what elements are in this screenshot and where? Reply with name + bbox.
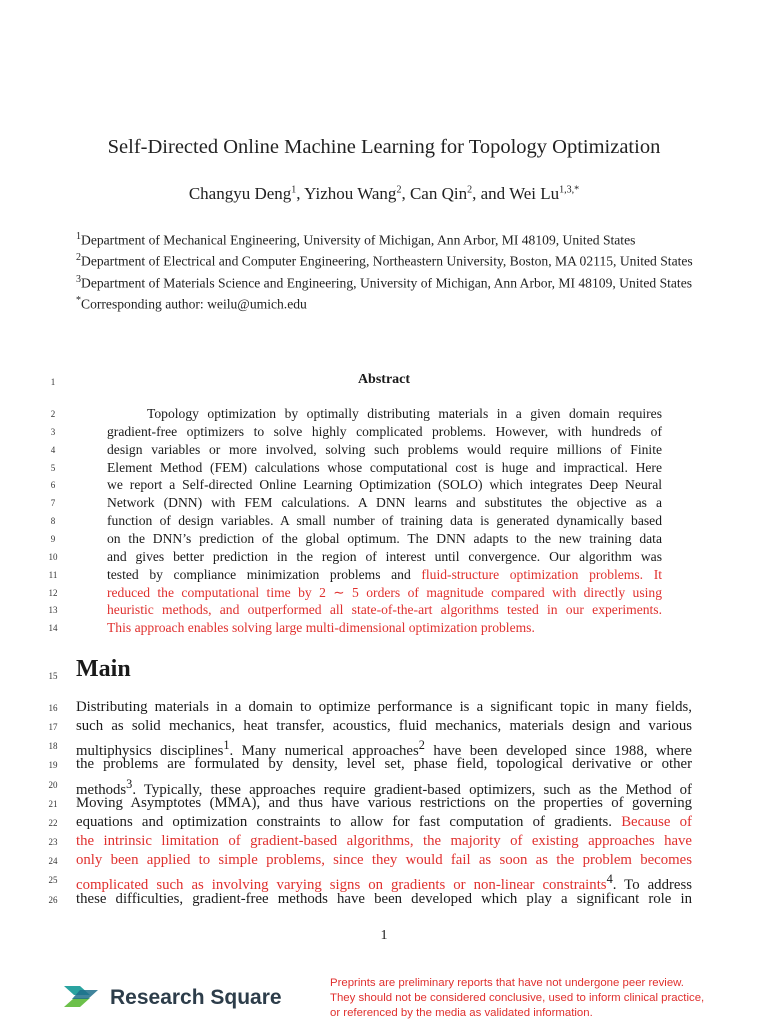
abstract-text: design variables or more involved, solving such problems would require millions of Finite [107,441,662,457]
body-text-highlighted: Because of [621,813,692,830]
page-number: 1 [380,928,388,943]
abstract-text-highlighted: heuristic methods, and outperformed all state-of-the-art algorithms tested in our experiments. [107,602,662,618]
citation-marker: 1 [223,738,230,753]
line-number: 11 [48,569,58,580]
line-number: 5 [50,462,56,473]
line-number: 17 [48,722,58,733]
author-affiliation-marker: 2 [396,184,402,196]
line-number: 20 [48,779,58,790]
abstract-line [107,619,662,637]
affiliation-marker: 1 [76,231,81,242]
line-number: 2 [50,409,56,419]
affiliation [76,292,696,313]
abstract-line [107,584,662,602]
line-number: 18 [48,741,58,752]
citation-marker: 3 [126,776,133,791]
abstract-line [107,494,662,512]
abstract-line [107,459,662,477]
citation-marker: 2 [418,738,425,753]
citation-marker: 4 [606,872,613,887]
line-number: 10 [48,551,58,562]
line-number: 8 [50,516,56,527]
abstract-text: Network (DNN) with FEM calculations. A DNN learns and substitutes the objective as a [107,495,662,511]
author-affiliation-marker: 2 [467,184,473,196]
affiliation-text: Department of Electrical and Computer Engineering, Northeastern University, Boston, MA 02115, United States [81,253,693,269]
disclaimer-line: Preprints are preliminary reports that have not undergone peer review. [330,977,684,989]
line-number: 24 [48,856,58,867]
line-number: 3 [50,426,56,437]
author-separator: , [401,184,410,203]
line-number: 7 [50,498,56,509]
body-line [76,755,692,774]
abstract-text-highlighted: reduced the computational time by 2 ∼ 5 orders of magnitude compared with directly using [107,584,662,600]
section-heading-main: Main [76,656,131,682]
abstract-text: we report a Self-directed Online Learning Optimization (SOLO) which integrates Deep Neural [107,477,662,493]
line-number: 22 [48,817,58,828]
body-text: methods [76,781,127,798]
body-text: . Typically, these approaches require gradient-based optimizers, such as the Method of [132,781,692,798]
abstract-text-highlighted: This approach enables solving large multi-dimensional optimization problems. [107,620,535,636]
author-name: Wei Lu [509,184,560,203]
abstract-text: on the DNN’s prediction of the global optimum. The DNN adapts to the new training data [107,530,662,546]
line-number: 12 [48,587,58,598]
affiliation [76,228,696,249]
research-square-logo[interactable] [62,980,282,1016]
body-line [76,794,692,813]
abstract-text: gradient-free optimizers to solve highly complicated problems. However, with hundreds of [107,423,662,439]
body-text: the problems are formulated by density, level set, phase field, topological derivative or other [76,756,692,773]
affiliation-text: Corresponding author: weilu@umich.edu [81,296,307,312]
body-line [76,717,692,736]
line-number: 19 [48,760,58,771]
line-number: 9 [50,533,56,544]
body-line [76,890,692,909]
author-name: Yizhou Wang [304,184,397,203]
abstract-text: Topology optimization by optimally distributing materials in a given domain requires [147,406,662,421]
line-number: 13 [48,605,58,616]
abstract-text: function of design variables. A small number of training data is generated dynamically based [107,513,662,529]
line-number: 16 [48,703,58,713]
body-text-highlighted: only been applied to simple problems, since they would fail as soon as the problem becomes [76,852,692,869]
body-text: Moving Asymptotes (MMA), and thus have various restrictions on the properties of governing [76,794,692,811]
body-text: . To address [612,877,692,894]
abstract-text: Element Method (FEM) calculations whose computational cost is huge and impractical. Here [107,459,662,475]
author-separator: , [296,184,305,203]
abstract-line [107,423,662,441]
affiliation-marker: * [76,294,81,306]
body-text: multiphysics disciplines [76,743,224,760]
abstract-line [107,548,662,566]
disclaimer-line: or referenced by the media as validated information. [330,1007,593,1019]
body-line [76,851,692,870]
abstract-line [107,405,662,423]
author-affiliation-marker: 1 [291,184,297,196]
affiliation-text: Department of Mechanical Engineering, University of Michigan, Ann Arbor, MI 48109, United States [81,232,636,248]
line-number: 4 [50,444,56,455]
body-text-highlighted: the intrinsic limitation of gradient-based algorithms, the majority of existing approaches have [76,833,692,850]
body-text: Distributing materials in a domain to optimize performance is a significant topic in many fields, [76,699,692,715]
line-number: 21 [48,798,58,809]
abstract-line [107,512,662,530]
affiliation [76,271,696,292]
affiliation [76,249,696,270]
body-text: these difficulties, gradient-free methods have been developed which play a significant role in [76,890,692,907]
body-text: such as solid mechanics, heat transfer, acoustics, fluid mechanics, materials design and various [76,718,692,735]
body-text: equations and optimization constraints to allow for fast computation of gradients. [76,813,622,830]
body-line [76,813,692,832]
line-number: 26 [48,894,58,905]
line-number: 1 [50,377,56,387]
paper-title: Self-Directed Online Machine Learning for Topology Optimization [107,136,661,158]
abstract-text: and gives better prediction in the region of interest until convergence. Our algorithm was [107,548,662,564]
affiliations [76,228,696,313]
line-number: 15 [48,671,58,681]
abstract-line [107,601,662,619]
author-list [0,184,768,204]
abstract-line [107,441,662,459]
line-number: 6 [50,480,56,491]
abstract-line [107,476,662,494]
preprint-disclaimer [330,976,730,1021]
author-name: Can Qin [409,184,468,203]
line-number: 23 [48,837,58,848]
abstract-line [107,566,662,584]
affiliation-marker: 2 [76,252,81,264]
author-separator: , and [472,184,510,203]
disclaimer-line: They should not be considered conclusive, used to inform clinical practice, [330,992,705,1004]
body-text: . Many numerical approaches [229,743,419,760]
abstract-text: tested by compliance minimization problems and [107,566,422,582]
author-name: Changyu Deng [188,184,292,203]
affiliation-text: Department of Materials Science and Engineering, University of Michigan, Ann Arbor, MI 48109, United States [81,275,693,291]
abstract-line [107,530,662,548]
body-line [76,832,692,851]
body-text-highlighted: complicated such as involving varying signs on gradients or non-linear constraints [76,877,607,894]
body-line [76,698,692,717]
abstract-heading: Abstract [357,372,411,387]
research-square-logo-icon [62,980,104,1014]
body-text: have been developed since 1988, where [424,743,692,760]
abstract-text-highlighted: fluid-structure optimization problems. It [421,566,662,582]
line-number: 14 [48,623,58,634]
logo-text: Research Square [110,986,282,1009]
line-number: 25 [48,875,58,886]
affiliation-marker: 3 [76,273,81,285]
author-affiliation-marker: 1,3,* [559,184,580,196]
